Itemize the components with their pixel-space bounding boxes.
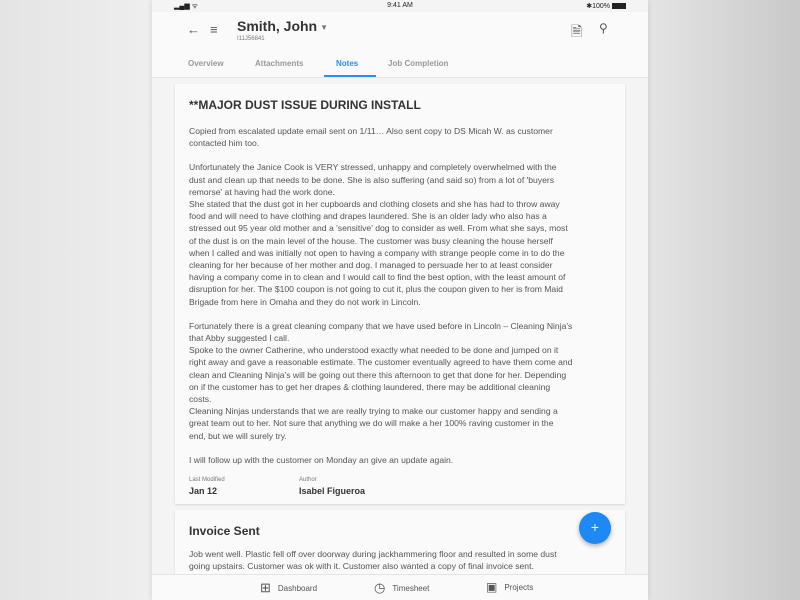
note-line: contacted him too. <box>189 138 260 149</box>
note-line: having a company come in to clean and I would call to find the best option, with the least amount of <box>189 272 566 283</box>
note-line: when I called and was initially not open to having a company with strange people come in to do the <box>189 247 565 258</box>
clock: 9:41 AM <box>387 2 413 9</box>
note-line: She stated that the dust got in her cupboards and clothing closets and she has had to throw away <box>189 199 560 210</box>
note-line: right away and gave a reasonable estimate. The customer eventually agreed to have them come and <box>189 357 573 368</box>
note-body <box>189 125 611 466</box>
last-modified-label: Last Modified <box>189 477 225 484</box>
note-title: **MAJOR DUST ISSUE DURING INSTALL <box>189 98 421 112</box>
note-line: clean and Cleaning Ninja's will be going out there this afternoon to get that done for her. Depending <box>189 369 567 380</box>
tab-bar <box>152 50 648 78</box>
clock-icon: ◷ <box>374 580 386 595</box>
nav-projects[interactable] <box>486 580 533 594</box>
note-paragraph <box>189 454 611 466</box>
note-card[interactable] <box>175 84 625 504</box>
status-bar <box>152 0 648 12</box>
note-title: Invoice Sent <box>189 524 260 538</box>
nav-dashboard[interactable] <box>260 580 317 596</box>
note-line: dust and clean up that needs to be done. She is also suffering (and said so) from a lot of 'buyers <box>189 174 555 185</box>
author-label: Author <box>299 477 317 484</box>
active-tab-indicator <box>324 75 376 77</box>
calendar-icon: ▣ <box>486 580 498 594</box>
note-line: food and will need to have clothing and drapes laundered. She is an older lady who also has a <box>189 211 547 222</box>
note-line: Copied from escalated update email sent on 1/11… Also sent copy to DS Micah W. as customer <box>189 126 553 136</box>
note-paragraph <box>189 320 611 442</box>
note-paragraph <box>189 548 611 572</box>
page-title: Smith, John <box>237 18 318 34</box>
note-line: costs. <box>189 394 212 405</box>
signal-icon: ▂▄▆ ᯤ <box>174 3 199 10</box>
note-line: of the dust is on the main level of the house. The customer was busy cleaning the house herself <box>189 235 553 246</box>
nav-label: Dashboard <box>277 583 318 593</box>
note-paragraph <box>189 125 611 149</box>
note-line: remorse' at having had the work done. <box>189 186 335 197</box>
note-paragraph <box>189 161 611 307</box>
search-icon[interactable]: ⚲ <box>599 21 608 35</box>
note-line: Fortunately there is a great cleaning company that we have used before in Lincoln – Cleaning Ninja's <box>189 320 573 331</box>
battery-icon <box>612 3 626 9</box>
note-line: great team out to her. Not sure that anything we do will make a her 100% raving customer in the <box>189 418 554 429</box>
nav-timesheet[interactable] <box>374 580 429 596</box>
author-value: Isabel Figueroa <box>299 486 366 497</box>
last-modified-value: Jan 12 <box>189 486 218 497</box>
note-line: Job went well. Plastic fell off over doorway during jackhammering floor and resulted in some dust <box>189 549 557 559</box>
job-id: I11J56841 <box>237 36 265 42</box>
menu-icon[interactable]: ≡ <box>210 22 218 37</box>
dashboard-icon: ⊞ <box>260 580 271 595</box>
header <box>152 12 648 50</box>
bottom-nav <box>152 574 648 600</box>
note-line: end, but we will surely try. <box>189 430 287 441</box>
note-line: Brigade from here in Omaha and they do not work in Lincoln. <box>189 296 421 307</box>
note-meta <box>189 477 611 496</box>
nav-label: Projects <box>504 582 534 592</box>
note-line: going upstairs. Customer was ok with it. Customer also wanted a copy of final invoice sent. <box>189 561 534 572</box>
chevron-down-icon: ▼ <box>320 22 329 32</box>
note-line: on if the customer has to get her drapes & clothing laundered, there may be additional cleaning <box>189 381 551 392</box>
tab-notes[interactable]: Notes <box>336 59 359 68</box>
note-body <box>189 548 611 572</box>
tab-attachments[interactable]: Attachments <box>255 59 304 68</box>
note-line: cleaning for her because of her mother and dog. I managed to persuade her to at least consider <box>189 260 553 271</box>
note-line: disruption for her. The $100 coupon is not going to cut it, plus the coupon given to her is from Maid <box>189 284 563 295</box>
note-line: I will follow up with the customer on Monday an give an update again. <box>189 454 454 465</box>
nav-label: Timesheet <box>392 583 430 593</box>
tab-job-completion[interactable]: Job Completion <box>388 59 449 68</box>
note-line: that Abby suggested I call. <box>189 333 290 344</box>
app-window <box>152 0 648 600</box>
note-line: Cleaning Ninjas understands that we are really trying to make our customer happy and sending a <box>189 406 558 417</box>
customer-name-dropdown[interactable] <box>237 18 328 34</box>
add-note-fab[interactable]: + <box>579 512 611 544</box>
add-note-icon[interactable]: 🗎 <box>571 23 583 39</box>
note-line: stressed out 95 year old mother and a 'sensitive' dog to consider as well. From what she says, most <box>189 223 568 234</box>
note-line: Spoke to the owner Catherine, who understood exactly what needed to be done and jumped on it <box>189 345 559 356</box>
note-card[interactable] <box>175 510 625 574</box>
back-arrow-icon[interactable]: ← <box>187 22 200 37</box>
tab-overview[interactable]: Overview <box>188 59 224 68</box>
note-line: Unfortunately the Janice Cook is VERY stressed, unhappy and completely overwhelmed with the <box>189 162 557 173</box>
battery-percent: 100% <box>592 3 610 10</box>
battery: ✱100% <box>586 2 626 10</box>
